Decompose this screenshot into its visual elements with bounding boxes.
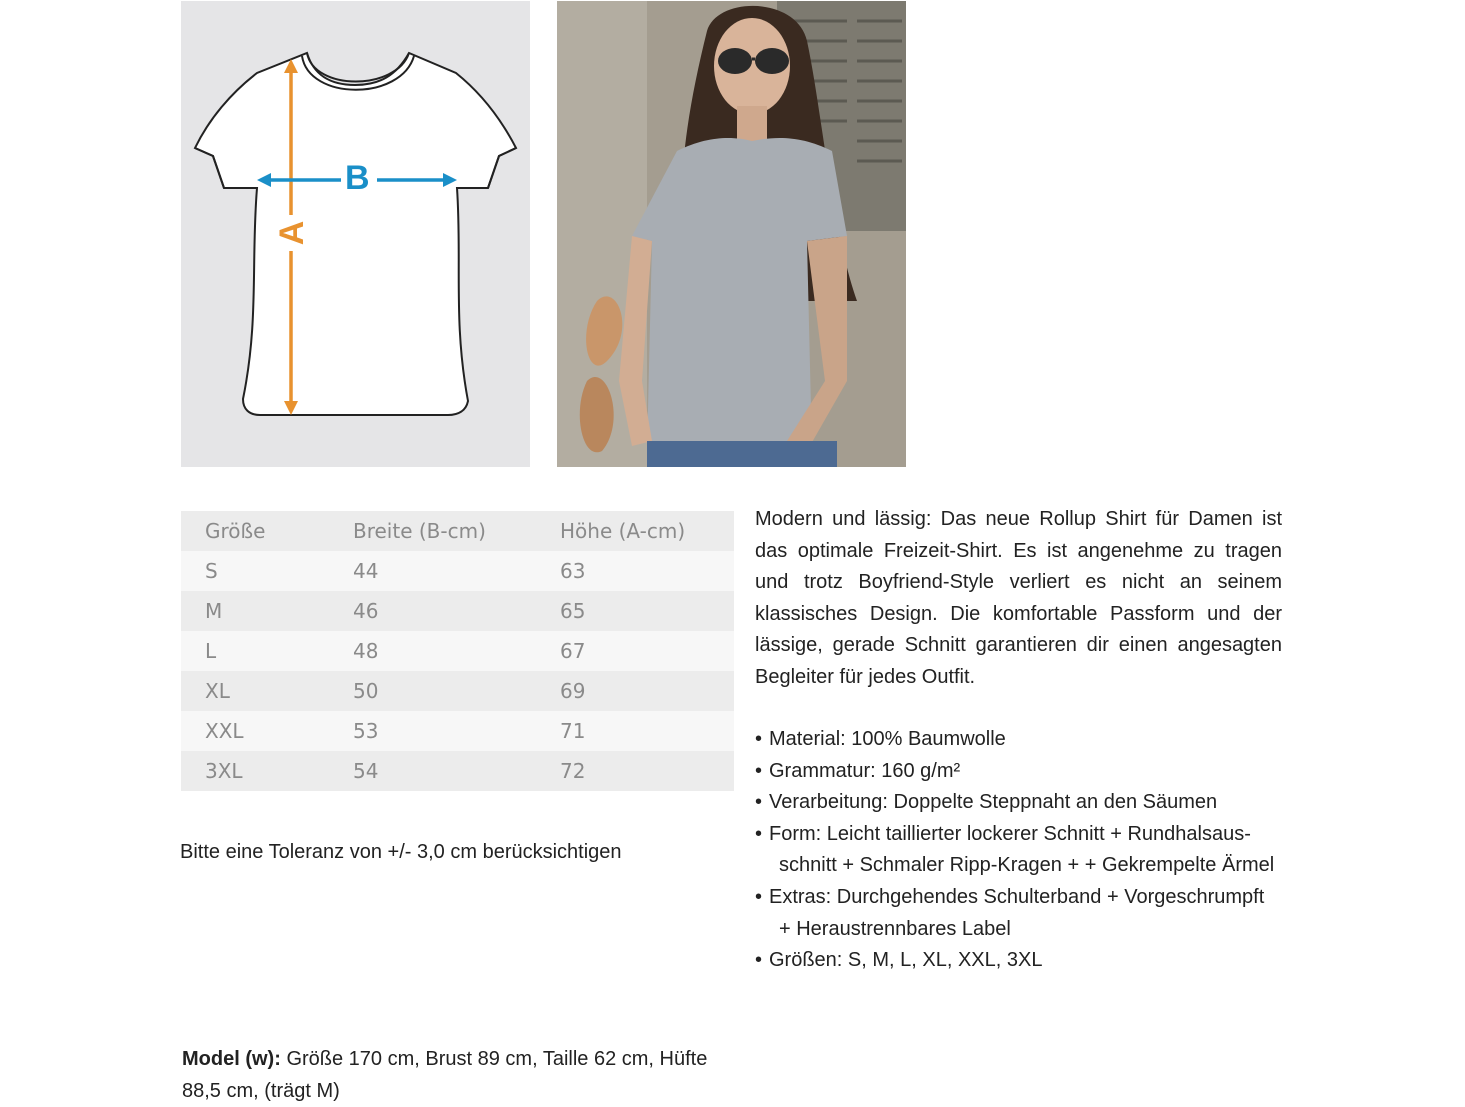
feature-list xyxy=(755,724,1295,977)
cell-size: S xyxy=(205,559,218,583)
table-row xyxy=(181,631,734,671)
size-table xyxy=(181,511,734,791)
feature-item xyxy=(755,756,1295,788)
cell-width: 46 xyxy=(353,599,379,623)
label-b: B xyxy=(345,159,370,197)
feature-text: Extras: Durchgehendes Schulterband + Vorgeschrumpft xyxy=(769,885,1265,908)
label-a: A xyxy=(273,220,311,246)
table-row xyxy=(181,551,734,591)
tolerance-note: Bitte eine Toleranz von +/- 3,0 cm berücksichtigen xyxy=(180,841,622,863)
model-info xyxy=(182,1043,742,1107)
cell-width: 48 xyxy=(353,639,379,663)
size-diagram xyxy=(181,1,530,467)
cell-size: M xyxy=(205,599,223,623)
header-size: Größe xyxy=(205,519,266,543)
header-height: Höhe (A-cm) xyxy=(560,519,686,543)
feature-text: Grammatur: 160 g/m² xyxy=(769,759,961,782)
header-width: Breite (B-cm) xyxy=(353,519,486,543)
cell-height: 65 xyxy=(560,599,586,623)
feature-text: Verarbeitung: Doppelte Steppnaht an den Säumen xyxy=(769,791,1218,814)
cell-size: L xyxy=(205,639,217,663)
product-description: Modern und lässig: Das neue Rollup Shirt für Damen ist das optimale Freizeit-Shirt. Es ist angenehme zu tragen und trotz Boyfriend-Style verliert es nicht an seinem klassisches Design. Die komfortable Passform und der lässige, gerade Schnitt garantieren dir einen angesagten Begleiter für jedes Outfit. xyxy=(755,508,1282,688)
cell-width: 54 xyxy=(353,759,379,783)
table-row xyxy=(181,591,734,631)
feature-text: Material: 100% Baumwolle xyxy=(769,728,1006,750)
feature-item xyxy=(755,945,1295,977)
feature-text: Form: Leicht taillierter lockerer Schnitt + Rundhalsaus- xyxy=(769,822,1251,845)
table-row xyxy=(181,711,734,751)
cell-height: 63 xyxy=(560,559,586,583)
cell-size: XXL xyxy=(205,719,244,743)
cell-width: 44 xyxy=(353,559,379,583)
cell-height: 72 xyxy=(560,759,586,783)
table-row xyxy=(181,751,734,791)
cell-size: 3XL xyxy=(205,759,243,783)
feature-item xyxy=(755,819,1295,882)
feature-text-continued: schnitt + Schmaler Ripp-Kragen + + Gekrempelte Ärmel xyxy=(779,854,1275,877)
cell-width: 50 xyxy=(353,679,379,703)
cell-size: XL xyxy=(205,679,230,703)
model-photo-illustration xyxy=(557,1,906,467)
cell-height: 67 xyxy=(560,639,586,663)
cell-height: 71 xyxy=(560,719,586,743)
cell-width: 53 xyxy=(353,719,379,743)
feature-text: Größen: S, M, L, XL, XXL, 3XL xyxy=(769,949,1043,972)
size-table-header xyxy=(181,511,734,551)
model-photo xyxy=(557,1,906,467)
tshirt-outline-diagram xyxy=(181,1,530,467)
feature-item xyxy=(755,724,1295,756)
model-text: Größe 170 cm, Brust 89 cm, Taille 62 cm, Hüfte 88,5 cm, (trägt M) xyxy=(182,1048,708,1102)
feature-item xyxy=(755,787,1295,819)
feature-item xyxy=(755,882,1295,945)
model-label: Model (w): xyxy=(182,1048,281,1070)
feature-text-continued: + Heraustrennbares Label xyxy=(779,917,1011,940)
table-row xyxy=(181,671,734,711)
cell-height: 69 xyxy=(560,679,586,703)
